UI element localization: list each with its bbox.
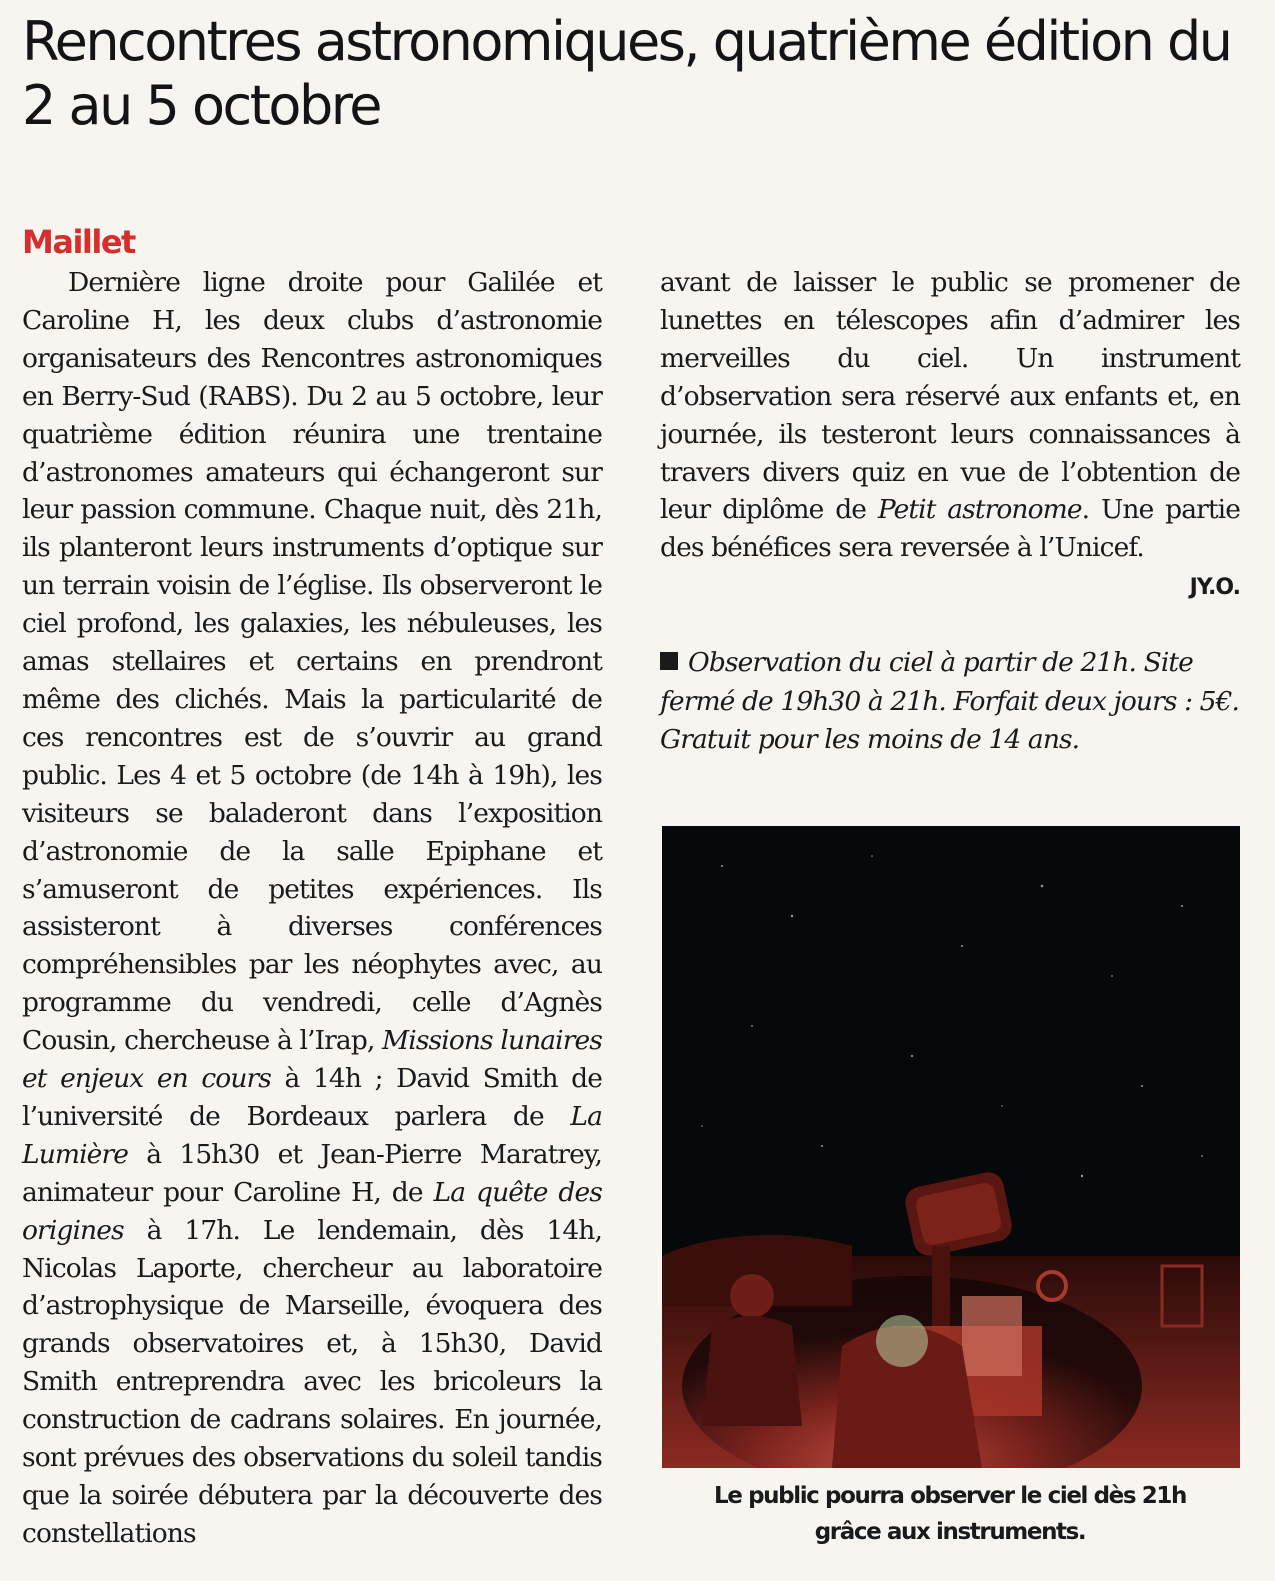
body-paragraph	[22, 264, 602, 1553]
body-text: à 17h. Le lendemain, dès 14h, Nicolas Laporte, chercheur au laboratoire d’astrophysique de Marseille, évoquera des grands observatoires et, à 15h30, David Smith entreprendra avec les bricoleurs la construction de cadrans solaires. En journée, sont prévues des observations du soleil tandis que la soirée débutera par la découverte des constellations	[22, 1214, 602, 1549]
article-column-2	[660, 264, 1240, 567]
night-observation-photo	[662, 826, 1240, 1468]
practical-info-text: Observation du ciel à partir de 21h. Site fermé de 19h30 à 21h. Forfait deux jours : 5€. Gratuit pour les moins de 14 ans.	[660, 647, 1240, 755]
body-text: à 14h ; David Smith de l’université de Bordeaux parlera de	[22, 1063, 602, 1132]
body-text: avant de laisser le public se promener de lunettes en télescopes afin d’admirer les merveilles du ciel. Un instrument d’observation sera réservé aux enfants et, en journée, ils testeront leurs connaissances à travers divers quiz en vue de l’obtention de leur diplôme de	[660, 267, 1240, 526]
author-signature: JY.O.	[1189, 575, 1240, 600]
body-text: Dernière ligne droite pour Galilée et Caroline H, les deux clubs d’astronomie organisateurs des Rencontres astronomiques en Berry-Sud (RABS). Du 2 au 5 octobre, leur quatrième édition réunira une trentaine d’astronomes amateurs qui échangeront sur leur passion commune. Chaque nuit, dès 21h, ils planteront leurs instruments d’optique sur un terrain voisin de l’église. Ils observeront le ciel profond, les galaxies, les nébuleuses, les amas stellaires et certains en prendront même des clichés. Mais la particularité de ces rencontres est de s’ouvrir au grand public. Les 4 et 5 octobre (de 14h à 19h), les visiteurs se baladeront dans l’exposition d’astronomie de la salle Epiphane et s’amuseront de petites expériences. Ils assisteront à diverses conférences compréhensibles par les néophytes avec, au programme du vendredi, celle d’Agnès Cousin, chercheuse à l’Irap,	[22, 267, 602, 1057]
location-byline: Maillet	[22, 223, 135, 261]
body-text: à 15h30 et Jean-Pierre Maratrey, animateur pour Caroline H, de	[22, 1138, 602, 1208]
practical-info	[660, 644, 1240, 760]
article-column-1	[22, 264, 602, 1553]
caption-line: Le public pourra observer le ciel dès 21h	[714, 1483, 1186, 1509]
square-bullet-icon	[660, 652, 678, 670]
body-paragraph	[660, 264, 1240, 567]
caption-line: grâce aux instruments.	[814, 1519, 1086, 1545]
body-text: . Une partie des bénéfices sera reversée à l’Unicef.	[660, 494, 1240, 564]
conference-title: La Lumière	[22, 1100, 602, 1170]
diploma-title: Petit astronome	[877, 494, 1082, 526]
conference-title: Missions lunaires et enjeux en cours	[22, 1025, 602, 1095]
photo-caption	[660, 1478, 1240, 1550]
article-headline: Rencontres astronomiques, quatrième édition du 2 au 5 octobre	[22, 10, 1231, 137]
photo-illustration	[662, 826, 1240, 1468]
conference-title: La quête des origines	[22, 1176, 602, 1246]
